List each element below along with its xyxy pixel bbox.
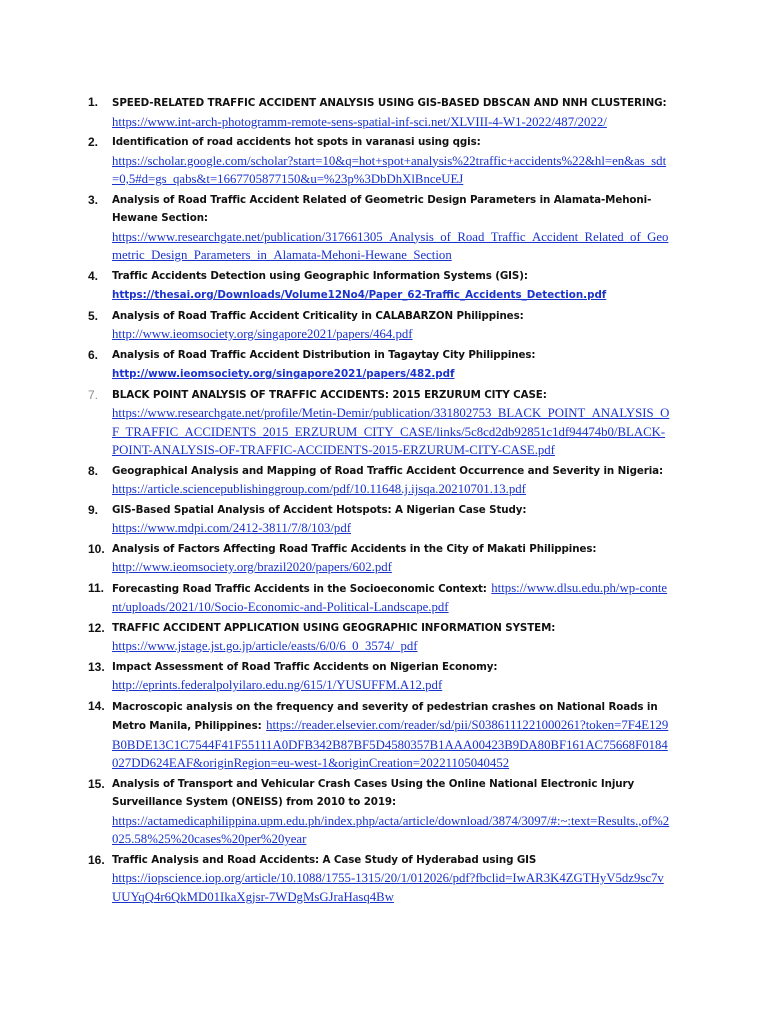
item-title: Analysis of Transport and Vehicular Crash Cases Using the Online National Electronic Injury Surveillance System (ONEISS) from 2010 to 2019: — [112, 777, 635, 808]
item-link[interactable]: http://www.ieomsociety.org/singapore2021/papers/482.pdf — [112, 368, 455, 380]
item-link[interactable]: https://article.sciencepublishinggroup.com/pdf/10.11648.j.ijsqa.20210701.13.pdf — [112, 482, 526, 496]
item-title: Impact Assessment of Road Traffic Accidents on Nigerian Economy: — [112, 660, 498, 673]
list-item — [88, 775, 672, 849]
item-title: BLACK POINT ANALYSIS OF TRAFFIC ACCIDENTS: 2015 ERZURUM CITY CASE: — [112, 388, 547, 401]
item-title: SPEED-RELATED TRAFFIC ACCIDENT ANALYSIS USING GIS-BASED DBSCAN AND NNH CLUSTERING: — [112, 97, 667, 109]
list-item — [88, 462, 672, 499]
list-item — [88, 540, 672, 577]
item-number: 3. — [88, 192, 99, 207]
list-item — [88, 619, 672, 656]
item-link[interactable]: http://www.ieomsociety.org/singapore2021/papers/464.pdf — [112, 327, 413, 341]
item-number: 13. — [88, 659, 105, 674]
item-link[interactable]: https://www.researchgate.net/publication/317661305_Analysis_of_Road_Traffic_Accident_Related_of_Geometric_Design_Parameters_in_Alamata-Mehoni-Hewane_Section — [112, 229, 669, 262]
item-link[interactable]: https://reader.elsevier.com/reader/sd/pii/S0386111221000261?token=7F4E129B0BDE13C1C7544F41F55111A0DFB342B87BF5D4580357B1AAA00423B9DA80BF161AC75668F0184027DD624EAF&originRegion=eu-west-1&originCreation=20221105040452 — [112, 718, 669, 770]
item-link[interactable]: https://actamedicaphilippina.upm.edu.ph/index.php/acta/article/download/3874/3097/#:~:text=Results.,of%2025.58%25%20cases%20per%20year — [112, 813, 670, 846]
list-item — [88, 501, 672, 538]
item-link[interactable]: https://www.mdpi.com/2412-3811/7/8/103/pdf — [112, 521, 351, 535]
item-number: 2. — [88, 135, 99, 149]
item-title: Identification of road accidents hot spots in varanasi using qgis: — [112, 136, 481, 148]
list-item — [88, 658, 672, 695]
item-link[interactable]: https://www.dlsu.edu.ph/wp-content/uploads/2021/10/Socio-Economic-and-Political-Landscape.pdf — [112, 580, 668, 614]
item-title: Macroscopic analysis on the frequency and severity of pedestrian crashes on National Roads in Metro Manila, Philippines: — [112, 700, 658, 732]
item-title: Traffic Accidents Detection using Geographic Information Systems (GIS): — [112, 269, 528, 282]
item-number: 8. — [88, 463, 99, 478]
item-title: GIS-Based Spatial Analysis of Accident Hotspots: A Nigerian Case Study: — [112, 503, 527, 516]
item-number: 7. — [88, 387, 99, 402]
item-number: 5. — [88, 308, 99, 323]
item-link[interactable]: https://iopscience.iop.org/article/10.1088/1755-1315/20/1/012026/pdf?fbclid=IwAR3K4ZGTHyV5dz9sc7vUUYqQ4r6QkMD01IkaXgjsr-7WDgMsGJraHasq4Bw — [112, 871, 664, 904]
item-number: 12. — [88, 620, 105, 635]
list-item — [88, 851, 672, 907]
item-number: 11. — [88, 580, 105, 595]
item-title: Analysis of Road Traffic Accident Criticality in CALABARZON Philippines: — [112, 309, 524, 322]
list-item — [88, 191, 672, 265]
item-title: Traffic Analysis and Road Accidents: A Case Study of Hyderabad using GIS — [112, 853, 537, 866]
item-number: 1. — [88, 95, 99, 109]
item-link[interactable]: http://www.ieomsociety.org/brazil2020/papers/602.pdf — [112, 560, 392, 574]
item-link[interactable]: https://www.jstage.jst.go.jp/article/easts/6/0/6_0_3574/_pdf — [112, 639, 418, 653]
item-link[interactable]: https://thesai.org/Downloads/Volume12No4/Paper_62-Traffic_Accidents_Detection.pdf — [112, 289, 607, 301]
item-number: 16. — [88, 852, 105, 867]
list-item — [88, 346, 672, 384]
item-title: Geographical Analysis and Mapping of Road Traffic Accident Occurrence and Severity in Nigeria: — [112, 464, 664, 477]
item-link[interactable]: http://eprints.federalpolyilaro.edu.ng/615/1/YUSUFFM.A12.pdf — [112, 678, 443, 692]
list-item — [88, 93, 672, 131]
item-title: Analysis of Factors Affecting Road Traffic Accidents in the City of Makati Philippines: — [112, 542, 597, 555]
item-number: 14. — [88, 698, 105, 713]
item-title: TRAFFIC ACCIDENT APPLICATION USING GEOGRAPHIC INFORMATION SYSTEM: — [112, 621, 556, 634]
item-number: 10. — [88, 541, 105, 556]
list-item — [88, 307, 672, 344]
list-item — [88, 579, 672, 617]
item-title: Analysis of Road Traffic Accident Distribution in Tagaytay City Philippines: — [112, 348, 536, 361]
item-link[interactable]: https://scholar.google.com/scholar?start=10&q=hot+spot+analysis%22traffic+accidents%22&hl=en&as_sdt=0,5#d=gs_qabs&t=1667705877150&u=%23p%3DbDhXlBnceUEJ — [112, 153, 667, 186]
list-item — [88, 697, 672, 773]
item-number: 4. — [88, 268, 99, 283]
item-title: Analysis of Road Traffic Accident Related of Geometric Design Parameters in Alamata-Mehoni-Hewane Section: — [112, 193, 652, 224]
item-link[interactable]: https://www.int-arch-photogramm-remote-sens-spatial-inf-sci.net/XLVIII-4-W1-2022/487/2022/ — [112, 114, 607, 129]
list-item — [88, 133, 672, 189]
reference-list — [88, 93, 672, 908]
item-number: 9. — [88, 502, 99, 517]
item-number: 15. — [88, 776, 105, 791]
list-item — [88, 386, 672, 460]
item-title: Forecasting Road Traffic Accidents in the Socioeconomic Context: — [112, 582, 487, 595]
item-number: 6. — [88, 347, 99, 362]
list-item — [88, 267, 672, 305]
item-link[interactable]: https://www.researchgate.net/profile/Metin-Demir/publication/331802753_BLACK_POINT_ANALYSIS_OF_TRAFFIC_ACCIDENTS_2015_ERZURUM_CITY_CASE/links/5c8cd2db92851c1df94474b0/BLACK-POINT-ANALYSIS-OF-TRAFFIC-ACCIDENTS-2015-ERZURUM-CITY-CASE.pdf — [112, 406, 670, 457]
